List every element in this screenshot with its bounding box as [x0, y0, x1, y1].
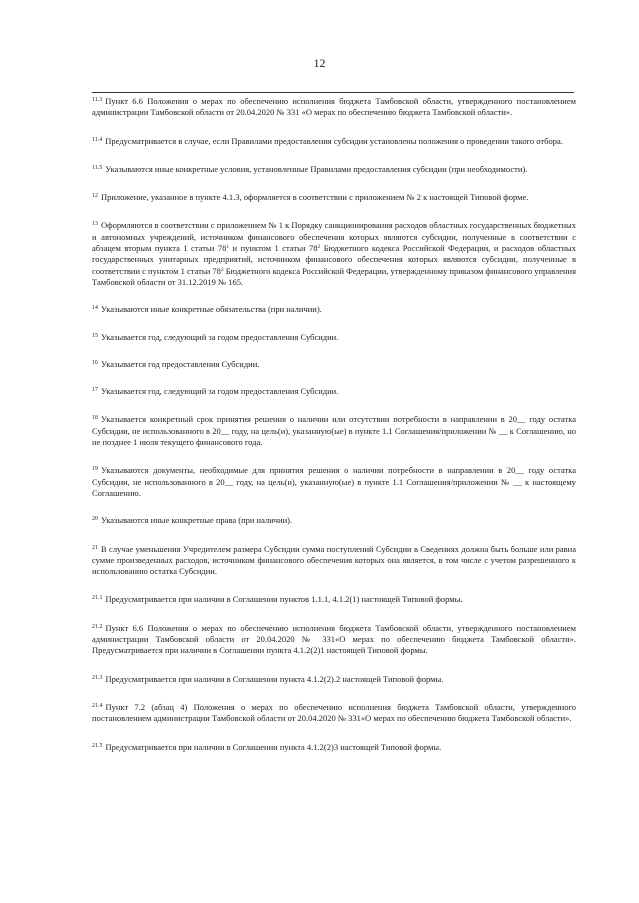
footnote-17 — [92, 386, 576, 397]
footnote-text: Указывается конкретный срок принятия решения о наличии или отсутствии потребности в направлении в 20__ году остатка Субсидии, не использованного в 20__ году, на цель(и), указанную(ые) в пункте 1.1 Соглашения/приложении № __ к Соглашению, но не позднее 1 июля текущего финансового года. — [92, 414, 576, 448]
footnote-text: Указываются документы, необходимые для принятия решения о наличии потребности в направлении в 20__ году остатка Субсидии, не использованного в 20__ году, на цель(и), указанную(ые) в пункте 1.1 Соглашения/приложении № __ к настоящему Соглашению. — [92, 465, 576, 498]
footnote-text: В случае уменьшения Учредителем размера Субсидии сумма поступлений Субсидии в Сведениях должна быть больше или равна сумме произведенных расходов, источником финансового обеспечения которых она является, в том числе с учетом разрешенного к использованию остатка Субсидии. — [92, 543, 576, 577]
footnote-text: Указывается год, следующий за годом предоставления Субсидии. — [101, 331, 339, 342]
footnote-text: Предусматривается при наличии в Соглашении пункта 4.1.2(2)3 настоящей Типовой формы. — [105, 741, 442, 752]
article-superscript: 2 — [317, 244, 321, 251]
footnote-mark: 14 — [92, 305, 98, 312]
footnote-mark: 21.2 — [92, 623, 103, 630]
footnote-12 — [92, 192, 576, 203]
footnote-mark: 17 — [92, 387, 98, 394]
footnote-text: Предусматривается при наличии в Соглашении пункта 4.1.2(2).2 настоящей Типовой формы. — [105, 673, 444, 684]
footnote-text: Приложение, указанное в пункте 4.1.3, оформляется в соответствии с приложением № 2 к настоящей Типовой форме. — [101, 192, 529, 203]
footnote-mark: 21 — [92, 544, 98, 551]
footnote-mark: 21.4 — [92, 702, 103, 709]
footnote-text: Пункт 6.6 Положения о мерах по обеспечению исполнения бюджета Тамбовской области, утвержденного постановлением администрации Тамбовской области от 20.04.2020 № 331 «О мерах по обеспечению бюджета Тамбовской области». — [92, 96, 576, 118]
footnote-text: и пунктом 1 статьи 78 — [229, 243, 318, 254]
footnote-mark: 11.4 — [92, 136, 103, 143]
footnote-mark: 18 — [92, 415, 98, 422]
footnote-mark: 12 — [92, 193, 98, 200]
footnote-text: Бюджетного кодекса Российской Федерации, и расходов областных государственных унитарных предприятий, источником финансового обеспечения которых являются субсидии, полученные в соответствии с пунктом 1 статьи 78 — [92, 243, 576, 276]
footnote-text: Указывается год предоставления Субсидии. — [101, 358, 260, 369]
footnote-11-5 — [92, 164, 576, 175]
page-number: 12 — [313, 56, 326, 70]
footnote-mark: 20 — [92, 516, 98, 523]
footnote-20 — [92, 515, 576, 526]
footnote-19 — [92, 465, 576, 499]
footnote-15 — [92, 332, 576, 343]
footnote-13 — [92, 220, 576, 288]
footnote-text: Предусматривается при наличии в Соглашении пунктов 1.1.1, 4.1.2(1) настоящей Типовой формы. — [105, 594, 463, 605]
footnote-mark: 19 — [92, 466, 98, 473]
footnote-text: Указывается год, следующий за годом предоставления Субсидии. — [101, 386, 339, 397]
footnote-text: Указываются иные конкретные условия, установленные Правилами предоставления субсидии (при необходимости). — [105, 163, 528, 174]
footnote-21-2 — [92, 623, 576, 657]
footnote-text: Бюджетного кодекса Российской Федерации, утвержденному приказом финансового управления Тамбовской области от 31.12.2019 № 165. — [92, 265, 576, 287]
footnote-11-4 — [92, 136, 576, 147]
footnote-mark: 21.5 — [92, 742, 103, 749]
footnote-21-3 — [92, 674, 576, 685]
footnote-mark: 21.3 — [92, 674, 103, 681]
footnote-mark: 11.5 — [92, 164, 103, 171]
footnote-separator — [92, 92, 574, 93]
footnote-21-5 — [92, 742, 576, 753]
footnote-text: Оформляются в соответствии с приложением № 1 к Порядку санкционирования расходов областных государственных бюджетных и автономных учреждений, источником финансового обеспечения которых являются субсидии, полученные в соответствии с абзацем вторым пункта 1 статьи 78 — [92, 220, 576, 254]
footnote-11-3 — [92, 96, 576, 119]
footnote-text: Пункт 6.6 Положения о мерах по обеспечению исполнения бюджета Тамбовской области, утвержденного постановлением администрации Тамбовской области от 20.04.2020 № 331«О мерах по обеспечению бюджета Тамбовской области». Предусматривается при наличии в Соглашении пункта 4.1.2(2)1 настоящей Типовой формы. — [92, 622, 576, 656]
footnote-mark: 15 — [92, 332, 98, 339]
footnotes-section — [92, 96, 576, 753]
footnote-text: Пункт 7.2 (абзац 4) Положения о мерах по обеспечению исполнения бюджета Тамбовской области, утвержденного постановлением администрации Тамбовской области от 20.04.2020 № 331«О мерах по обеспечению бюджета Тамбовской области». — [92, 701, 576, 724]
article-superscript: 1 — [226, 244, 230, 251]
footnote-mark: 21.1 — [92, 595, 103, 602]
footnote-21-1 — [92, 594, 576, 605]
footnote-14 — [92, 304, 576, 315]
footnote-16 — [92, 359, 576, 370]
article-superscript: 2 — [220, 266, 224, 273]
footnote-mark: 16 — [92, 359, 98, 366]
footnote-21-4 — [92, 702, 576, 725]
footnote-text: Предусматривается в случае, если Правилами предоставления субсидии установлены положения о проведении такого отбора. — [105, 135, 563, 146]
footnote-text: Указываются иные конкретные обязательства (при наличии). — [101, 304, 322, 315]
footnote-text: Указываются иные конкретные права (при наличии). — [101, 515, 293, 526]
footnote-mark: 13 — [92, 221, 98, 228]
footnote-mark: 11.3 — [92, 97, 103, 103]
footnote-21 — [92, 544, 576, 578]
footnote-18 — [92, 414, 576, 448]
